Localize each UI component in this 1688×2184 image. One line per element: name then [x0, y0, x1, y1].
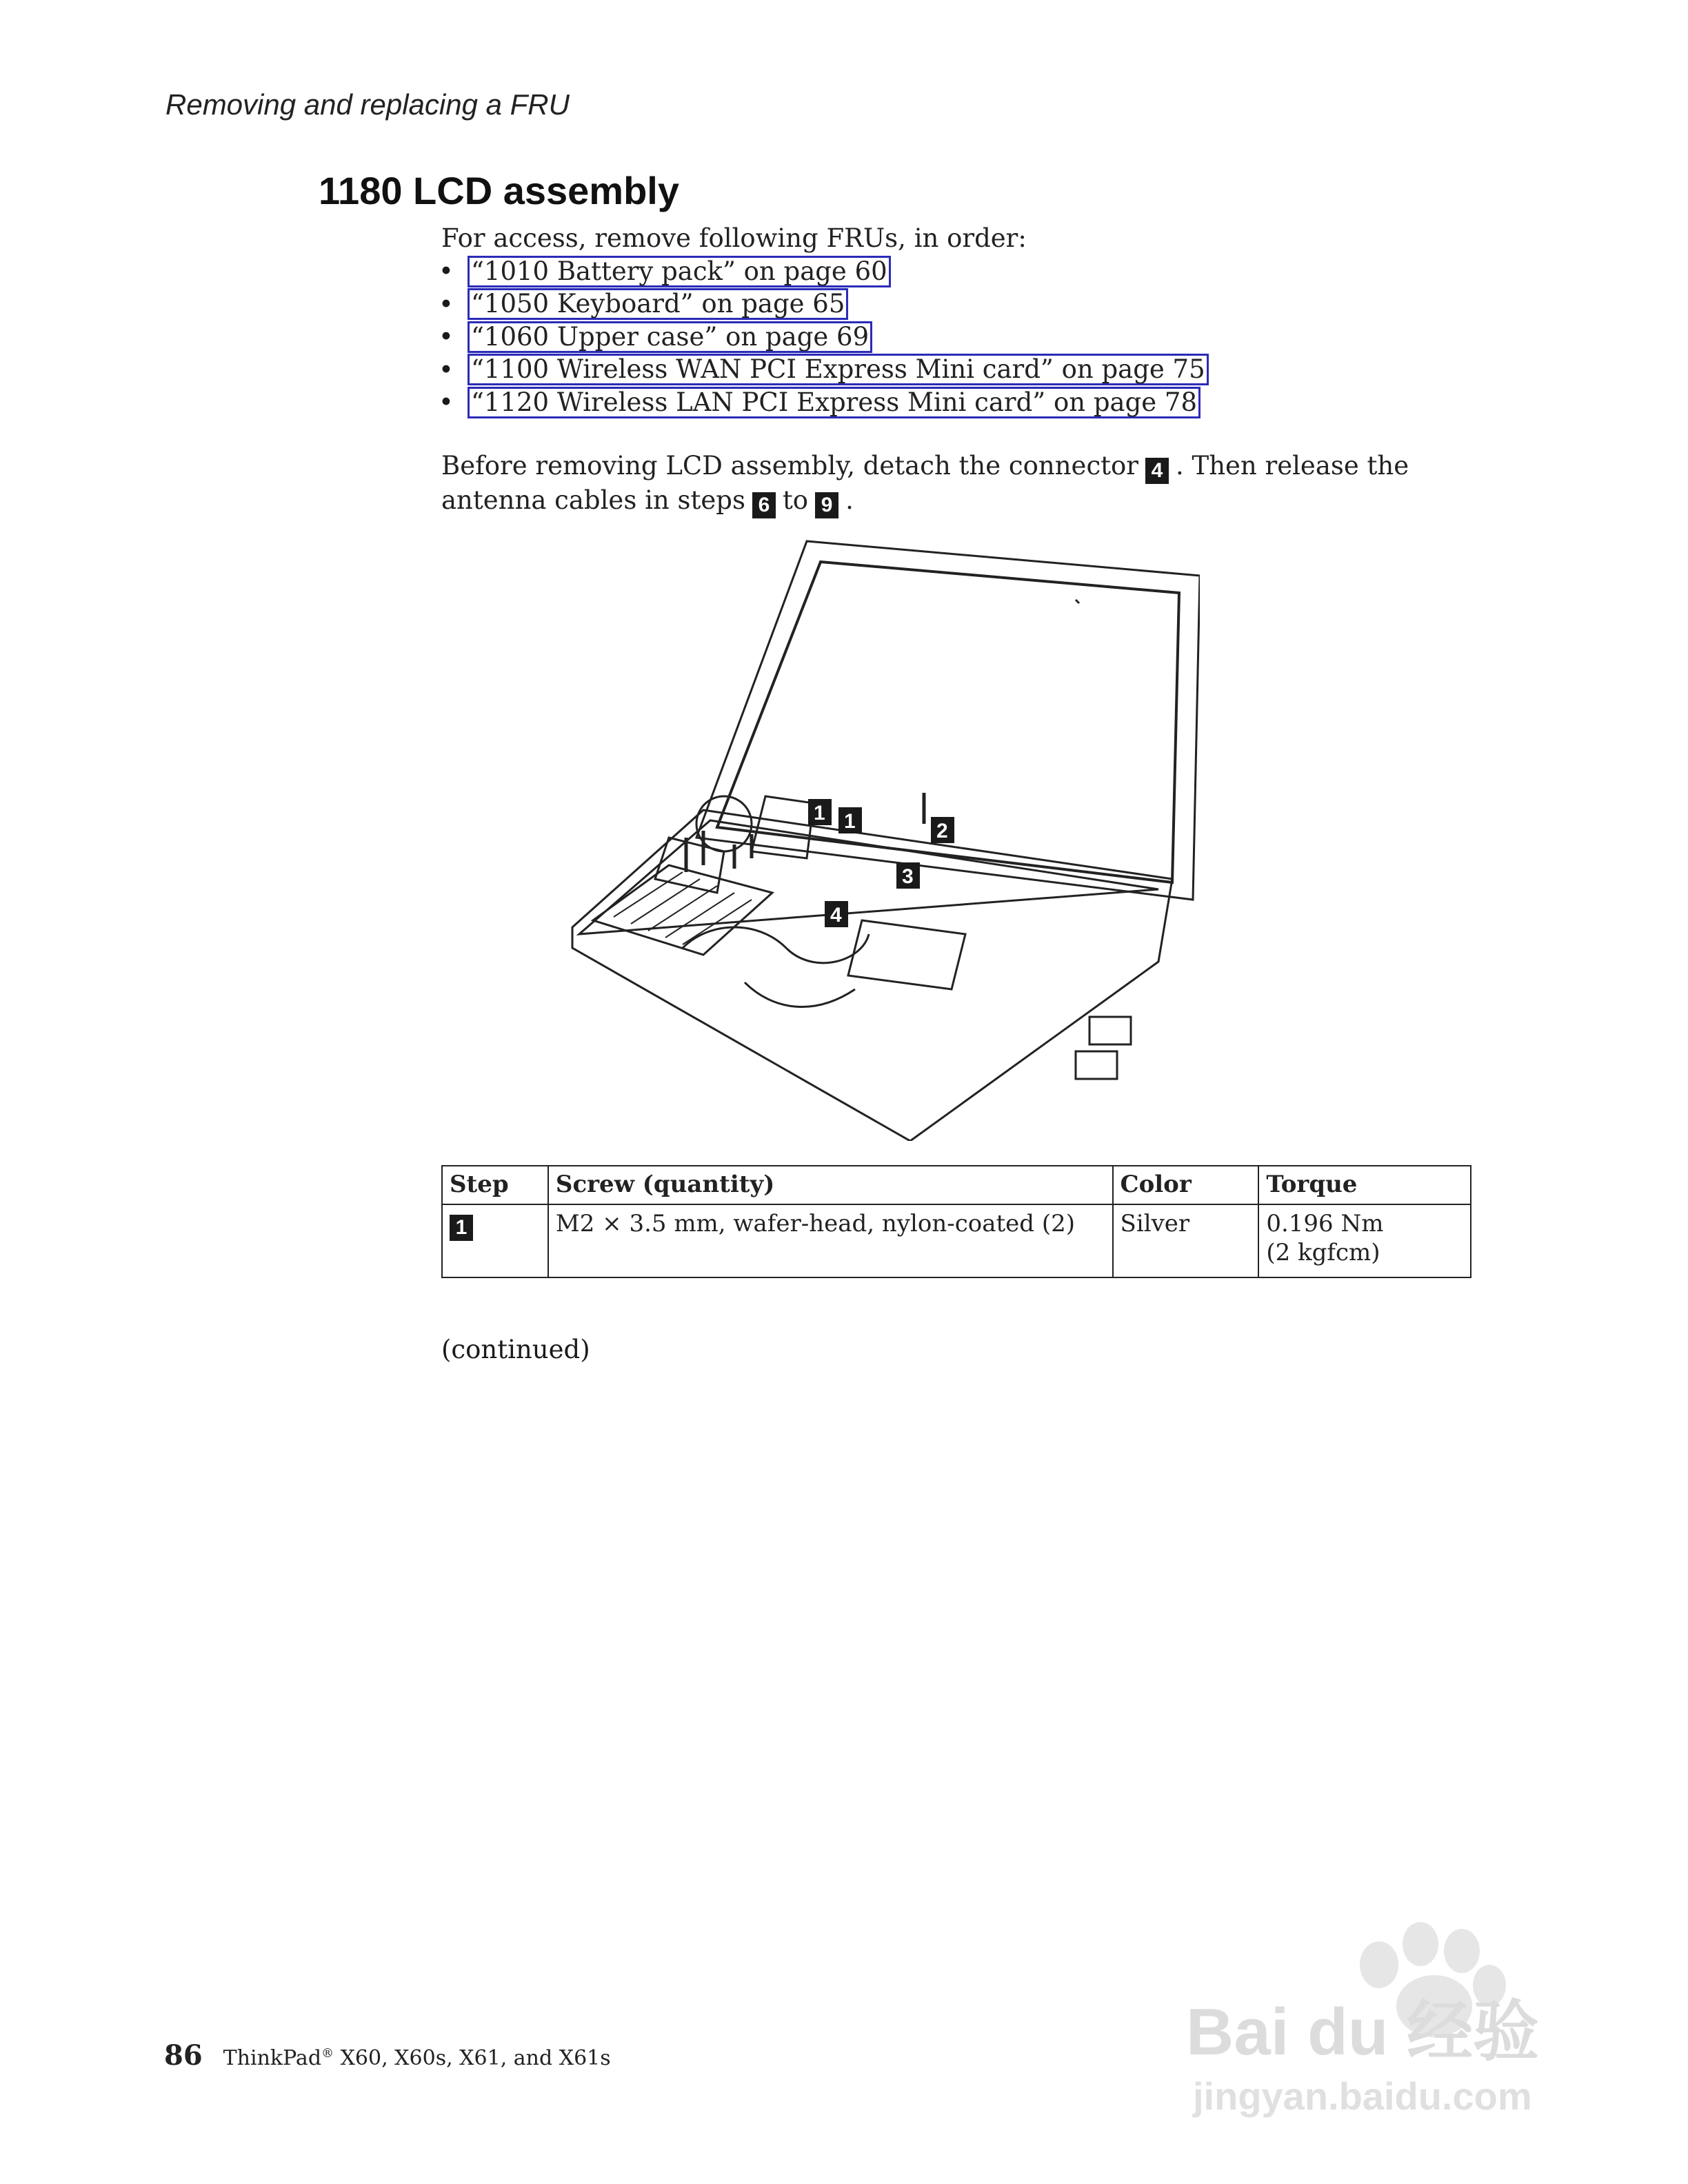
paragraph-text: to [782, 485, 809, 515]
header-screw: Screw (quantity) [548, 1166, 1113, 1204]
bullet: • [439, 289, 454, 319]
table-header-row [442, 1166, 1471, 1204]
list-item [439, 255, 1209, 288]
paragraph-text: Before removing LCD assembly, detach the connector [441, 451, 1138, 481]
xref-wireless-lan[interactable]: “1120 Wireless LAN PCI Express Mini card” on page 78 [468, 387, 1200, 418]
running-head: Removing and replacing a FRU [165, 88, 570, 121]
header-color: Color [1113, 1166, 1259, 1204]
xref-wireless-wan[interactable]: “1100 Wireless WAN PCI Express Mini card” on page 75 [468, 354, 1209, 385]
antenna-cable [745, 982, 855, 1007]
bullet: • [439, 256, 454, 287]
screw-table [441, 1165, 1471, 1278]
cpu-socket [655, 838, 724, 893]
paragraph-text: . [845, 485, 854, 515]
torque-kgfcm: (2 kgfcm) [1266, 1239, 1380, 1266]
footer-title: ThinkPad [223, 2046, 322, 2070]
instruction-paragraph [441, 449, 1476, 518]
fig-callout-1a: 1 [814, 802, 825, 825]
table-row [442, 1204, 1471, 1277]
figure-callouts [808, 799, 954, 927]
xref-upper-case[interactable]: “1060 Upper case” on page 69 [468, 321, 872, 353]
bullet: • [439, 322, 454, 352]
page-footer [164, 2039, 611, 2072]
lcd-assembly-illustration [565, 534, 1200, 1141]
cell-color: Silver [1113, 1204, 1259, 1277]
callout-4: 4 [1145, 458, 1169, 484]
registered-mark: ® [321, 2046, 334, 2061]
footer-title-models: X60, X60s, X61, and X61s [334, 2046, 611, 2070]
latch [1076, 600, 1079, 603]
mini-card-bay [848, 920, 965, 989]
xref-battery-pack[interactable]: “1010 Battery pack” on page 60 [468, 256, 891, 287]
baidu-watermark [1179, 1917, 1593, 2123]
fig-callout-1b: 1 [844, 810, 856, 833]
fig-callout-2: 2 [936, 820, 948, 842]
step-callout-1: 1 [450, 1215, 473, 1241]
cell-step [442, 1204, 548, 1277]
fru-list [439, 255, 1209, 419]
hdd-bay [593, 865, 772, 955]
continued-note: (continued) [441, 1335, 590, 1364]
list-item [439, 354, 1209, 387]
header-step: Step [442, 1166, 548, 1204]
torque-nm: 0.196 Nm [1266, 1210, 1384, 1237]
callout-6: 6 [752, 492, 776, 518]
fig-callout-3: 3 [902, 865, 914, 888]
paragraph-text: . Then release the antenna cables in steps [441, 451, 1409, 515]
intro-text: For access, remove following FRUs, in order: [441, 223, 1027, 253]
section-title: 1180 LCD assembly [319, 169, 679, 212]
list-item [439, 321, 1209, 354]
watermark-url: jingyan.baidu.com [1193, 2074, 1532, 2118]
fig-callout-4: 4 [830, 904, 842, 927]
xref-keyboard[interactable]: “1050 Keyboard” on page 65 [468, 288, 848, 320]
list-item [439, 288, 1209, 321]
page-number: 86 [164, 2039, 203, 2072]
port [1076, 1051, 1117, 1079]
antenna-cable [683, 927, 869, 963]
port [1089, 1017, 1131, 1044]
cell-screw: M2 × 3.5 mm, wafer-head, nylon-coated (2) [548, 1204, 1113, 1277]
cell-torque [1258, 1204, 1471, 1277]
header-torque: Torque [1258, 1166, 1471, 1204]
bullet: • [439, 387, 454, 418]
watermark-brand: Bai du 经验 [1186, 1995, 1540, 2069]
base-edge [579, 820, 1158, 934]
bullet: • [439, 354, 454, 385]
list-item [439, 386, 1209, 419]
callout-9: 9 [815, 492, 838, 518]
